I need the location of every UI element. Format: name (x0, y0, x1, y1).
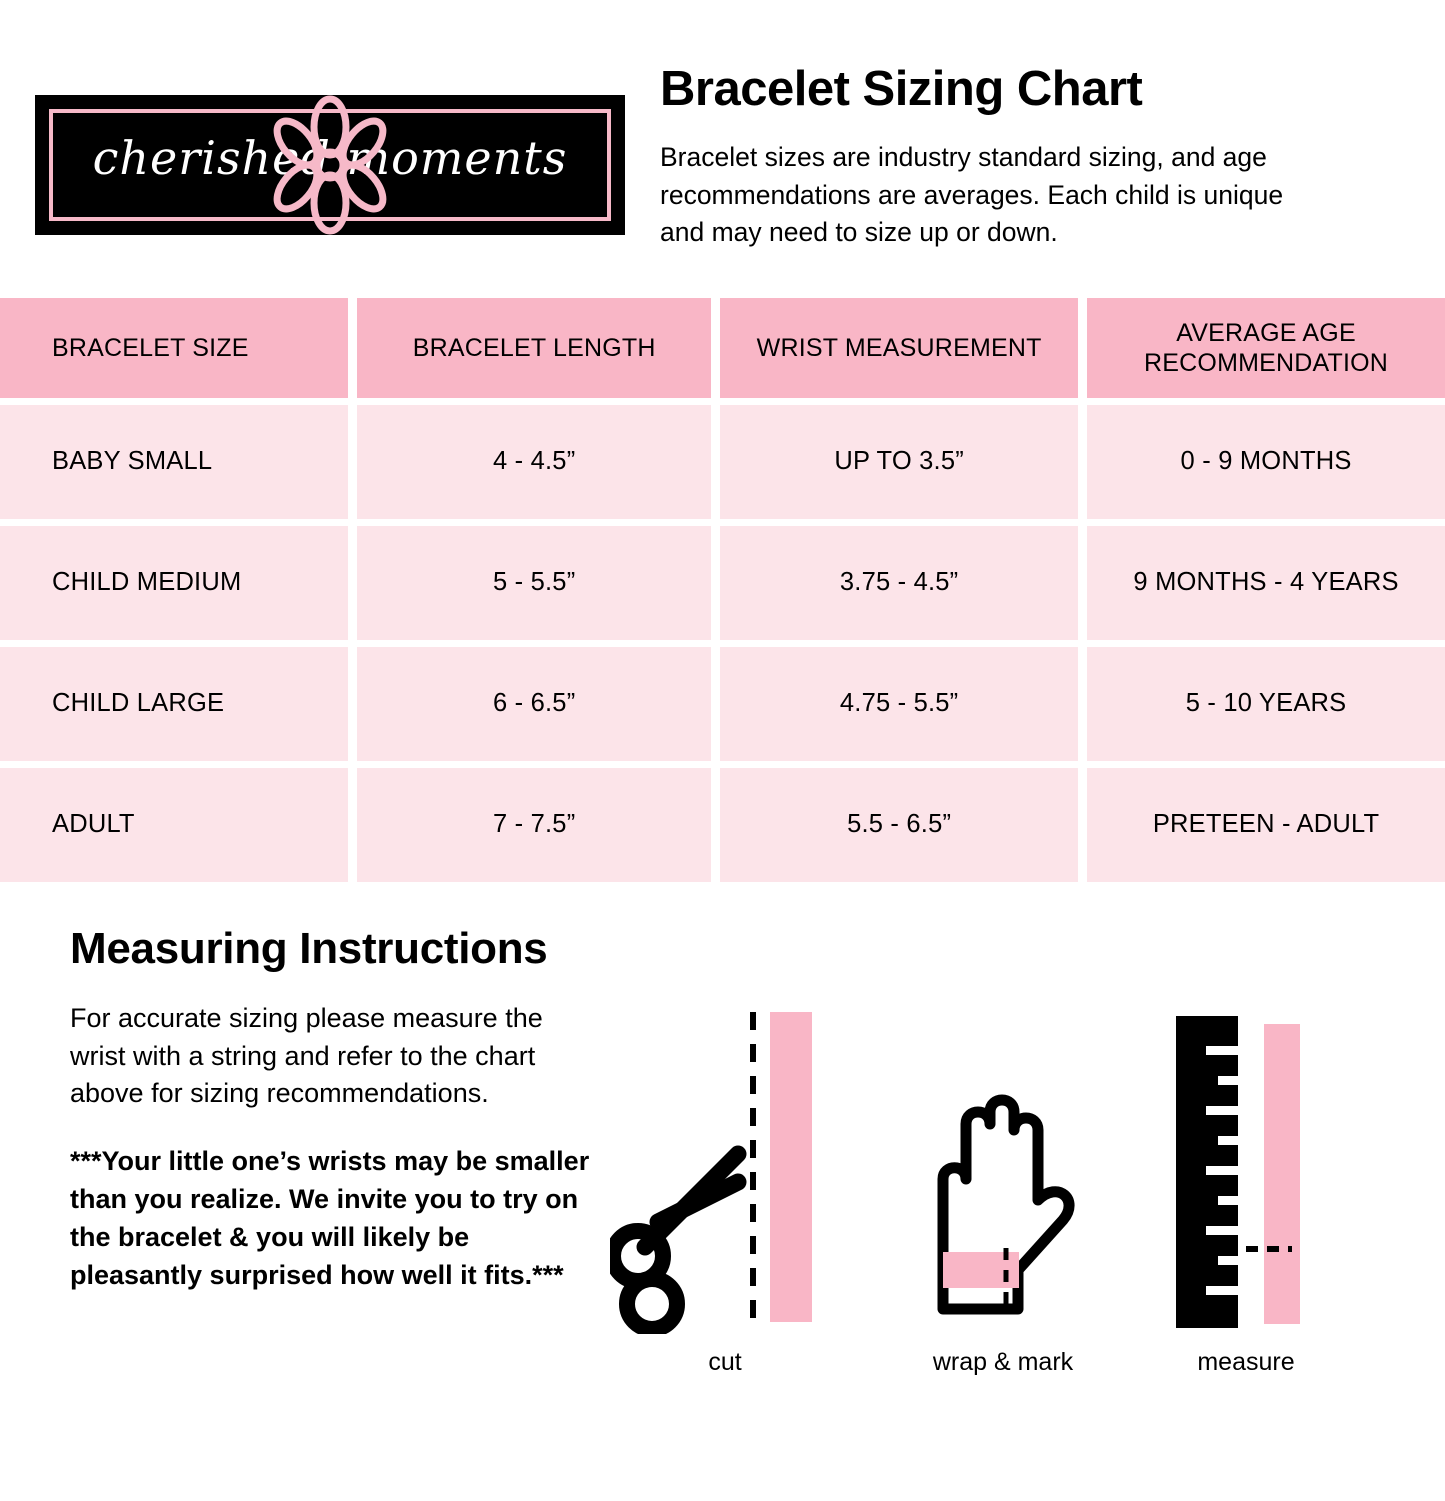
step-wrap-art (898, 1004, 1108, 1334)
step-cut-caption: cut (708, 1347, 742, 1376)
cell-wrist: 5.5 - 6.5” (720, 768, 1078, 882)
measuring-text (0, 1000, 600, 1377)
table-row (0, 526, 1445, 640)
measuring-title: Measuring Instructions (70, 923, 548, 973)
cell-length: 7 - 7.5” (357, 768, 711, 882)
page-header (0, 0, 1445, 252)
cell-age: 9 MONTHS - 4 YEARS (1087, 526, 1445, 640)
step-measure-art (1166, 1004, 1326, 1334)
logo-text: cherished moments (92, 131, 568, 185)
measuring-instructions (0, 924, 1445, 1377)
ruler-icon (1166, 1004, 1326, 1334)
cell-wrist: 4.75 - 5.5” (720, 647, 1078, 761)
page-title: Bracelet Sizing Chart (660, 62, 1143, 116)
cell-wrist: 3.75 - 4.5” (720, 526, 1078, 640)
table-row (0, 647, 1445, 761)
scissors-icon (610, 1004, 840, 1334)
logo-container (0, 55, 660, 235)
step-wrap-mark (898, 1004, 1108, 1377)
column-header-age-line2: RECOMMENDATION (1144, 348, 1389, 377)
cell-age: 5 - 10 YEARS (1087, 647, 1445, 761)
step-measure-caption: measure (1197, 1347, 1295, 1376)
table-row (0, 405, 1445, 519)
sizing-table (0, 298, 1445, 882)
cell-length: 6 - 6.5” (357, 647, 711, 761)
cell-wrist: UP TO 3.5” (720, 405, 1078, 519)
table-row (0, 768, 1445, 882)
cell-age: PRETEEN - ADULT (1087, 768, 1445, 882)
page-description: Bracelet sizes are industry standard sizing, and age recommendations are averages. Each child is unique and may need to size up or down. (660, 142, 1284, 248)
flower-icon (255, 95, 405, 235)
step-wrap-caption: wrap & mark (932, 1347, 1074, 1376)
measuring-paragraph-1: For accurate sizing please measure the wrist with a string and refer to the chart above for sizing recommendations. (70, 1002, 543, 1109)
step-cut-art (610, 1004, 840, 1334)
measuring-body (0, 1000, 1445, 1377)
step-measure (1166, 1004, 1326, 1377)
hand-icon (898, 1004, 1108, 1334)
cell-length: 5 - 5.5” (357, 526, 711, 640)
cell-length: 4 - 4.5” (357, 405, 711, 519)
column-header-age (1087, 298, 1445, 398)
measuring-steps (600, 1000, 1326, 1377)
cell-size: BABY SMALL (0, 405, 348, 519)
measuring-paragraph-2: ***Your little one’s wrists may be smaller than you realize. We invite you to try on the bracelet & you will likely be pleasantly surprised how well it fits.*** (70, 1146, 590, 1290)
brand-logo (35, 95, 625, 235)
cell-size: CHILD MEDIUM (0, 526, 348, 640)
step-cut (610, 1004, 840, 1377)
cell-age: 0 - 9 MONTHS (1087, 405, 1445, 519)
column-header-length: BRACELET LENGTH (357, 298, 711, 398)
cell-size: ADULT (0, 768, 348, 882)
cell-size: CHILD LARGE (0, 647, 348, 761)
header-text-block (660, 55, 1360, 252)
column-header-size: BRACELET SIZE (0, 298, 348, 398)
column-header-age-line1: AVERAGE AGE (1176, 318, 1356, 347)
table-header-row (0, 298, 1445, 398)
column-header-wrist: WRIST MEASUREMENT (720, 298, 1078, 398)
